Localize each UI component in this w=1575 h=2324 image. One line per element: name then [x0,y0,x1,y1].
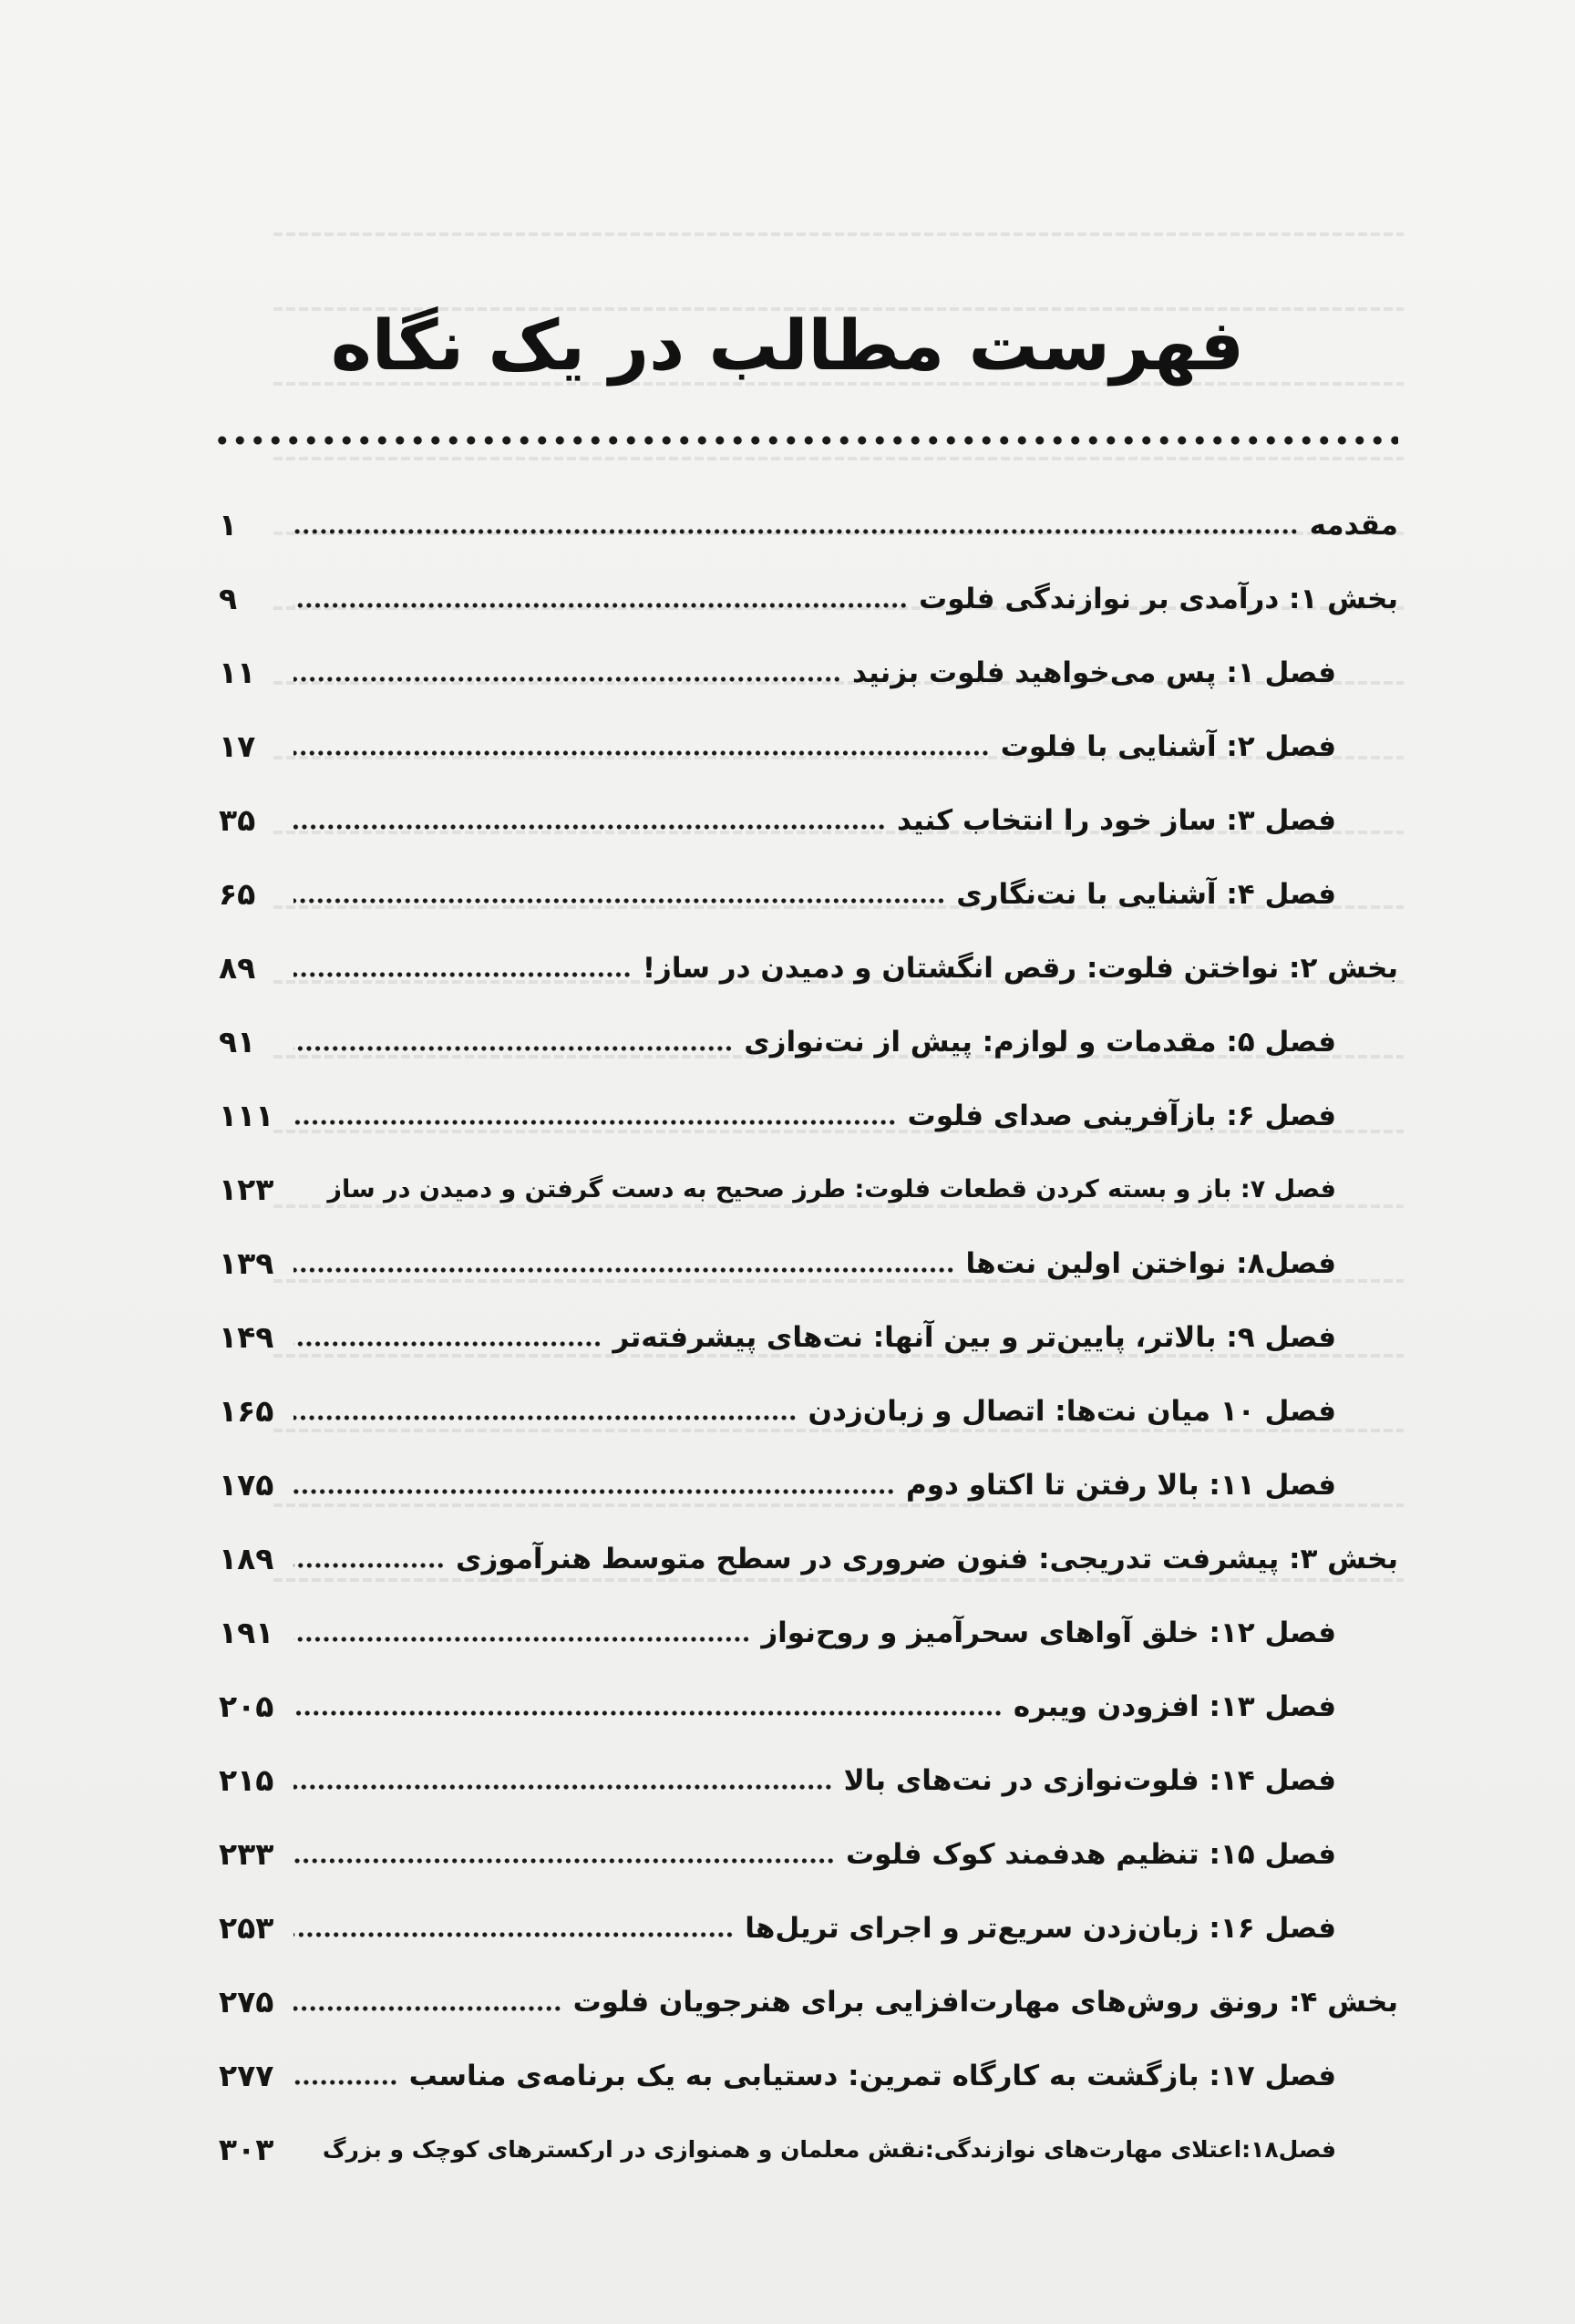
toc-page-number: ۲۷۷ [219,2058,274,2093]
toc-page-number: ۱۱ [219,655,256,690]
toc-entry-title: فصل ۱۰ میان نت‌ها: اتصال و زبان‌زدن [808,1394,1336,1428]
dot-leader [293,1267,955,1273]
dot-leader [293,824,886,830]
toc-page-number: ۱۹۱ [219,1615,274,1650]
toc-page-number: ۳۰۳ [218,2132,274,2167]
toc-entry-title: فصل ۱۷: بازگشت به کارگاه تمرین: دستیابی به یک برنامه‌ی مناسب [408,2059,1336,2092]
toc-entry-title: فصل ۱۴: فلوت‌نوازی در نت‌های بالا [843,1763,1336,1797]
toc-chapter-row[interactable] [219,1817,1398,1891]
toc-chapter-row[interactable] [219,1226,1398,1300]
toc-entry-title: فصل ۱۵: تنظیم هدفمند کوک فلوت [846,1837,1336,1871]
dot-leader [293,972,632,977]
toc-entry-title: فصل ۵: مقدمات و لوازم: پیش از نت‌نوازی [744,1025,1336,1059]
toc-page-number: ۲۰۵ [219,1689,274,1724]
toc-entry-title: فصل ۱: پس می‌خواهید فلوت بزنید [852,656,1336,689]
toc-page-number: ۹ [219,581,238,616]
toc-section-row[interactable] [219,488,1398,562]
toc-section-row[interactable] [219,1522,1398,1596]
toc-page-number: ۱۳۹ [219,1245,274,1281]
dot-leader [293,1858,835,1864]
dot-leader [293,2080,398,2085]
toc-chapter-row[interactable] [219,1743,1398,1817]
toc-page-number: ۱۷ [219,728,256,764]
dot-leader [293,750,990,756]
table-of-contents [219,488,1398,2186]
dot-leader [293,1415,798,1420]
title-divider [213,436,1398,445]
toc-page-number: ۱ [219,507,238,542]
toc-chapter-row[interactable] [219,1152,1398,1226]
toc-chapter-row[interactable] [219,709,1398,783]
toc-entry-title: فصل۸: نواختن اولین نت‌ها [965,1246,1336,1280]
toc-chapter-row[interactable] [219,1300,1398,1374]
dot-leader [293,677,841,682]
toc-chapter-row[interactable] [219,1596,1398,1669]
toc-chapter-row[interactable] [219,1448,1398,1522]
toc-entry-title: فصل ۱۲: خلق آواهای سحرآمیز و روح‌نواز [761,1616,1336,1649]
toc-entry-title: فصل۱۸:اعتلای مهارت‌های نوازندگی:نقش معلمان و همنوازی در ارکسترهای کوچک و بزرگ [322,2136,1336,2163]
toc-page-number: ۱۴۹ [219,1319,274,1355]
toc-entry-title: فصل ۲: آشنایی با فلوت [1000,729,1336,763]
toc-chapter-row[interactable] [219,857,1398,931]
dot-leader [293,1932,734,1937]
toc-entry-title: فصل ۹: بالاتر، پایین‌تر و بین آنها: نت‌های پیشرفته‌تر [612,1320,1336,1354]
toc-section-row[interactable] [219,562,1398,635]
toc-page-number: ۱۷۵ [219,1467,274,1503]
toc-page-number: ۶۵ [219,876,256,912]
toc-entry-title: بخش ۱: درآمدی بر نوازندگی فلوت [919,582,1398,615]
dot-leader [293,1637,750,1642]
toc-section-row[interactable] [219,1965,1398,2039]
toc-entry-title: فصل ۶: بازآفرینی صدای فلوت [907,1099,1336,1132]
toc-page-number: ۲۳۳ [219,1836,274,1872]
toc-chapter-row[interactable] [219,1005,1398,1079]
toc-entry-title: مقدمه [1309,508,1398,542]
dot-leader [293,1120,897,1125]
toc-page-number: ۱۶۵ [219,1393,274,1429]
dot-leader [293,1710,1003,1716]
toc-chapter-row[interactable] [219,635,1398,709]
toc-page-number: ۹۱ [219,1024,256,1059]
toc-entry-title: فصل ۴: آشنایی با نت‌نگاری [956,877,1336,911]
toc-entry-title: بخش ۴: رونق روش‌های مهارت‌افزایی برای هنرجویان فلوت [572,1985,1398,2019]
toc-entry-title: فصل ۱۱: بالا رفتن تا اکتاو دوم [906,1468,1336,1502]
toc-page-number: ۲۱۵ [219,1762,274,1798]
toc-page-number: ۱۱۱ [219,1098,274,1133]
toc-entry-title: فصل ۱۳: افزودن ویبره [1013,1689,1336,1723]
toc-page-number: ۲۵۳ [219,1910,274,1946]
toc-entry-title: فصل ۳: ساز خود را انتخاب کنید [896,803,1336,837]
toc-page-number: ۲۷۵ [219,1984,274,2019]
dot-leader [293,1563,445,1568]
page-title: فهرست مطالب در یک نگاه [330,304,1245,386]
toc-chapter-row[interactable] [219,1669,1398,1743]
toc-section-row[interactable] [219,931,1398,1005]
dot-leader [293,1784,833,1790]
toc-entry-title: بخش ۲: نواختن فلوت: رقص انگشتان و دمیدن در ساز! [642,951,1398,985]
toc-chapter-row[interactable] [219,783,1398,857]
toc-entry-title: فصل ۷: باز و بسته کردن قطعات فلوت: طرز صحیح به دست گرفتن و دمیدن در ساز [327,1175,1336,1203]
dot-leader [293,1193,316,1199]
dot-leader [293,529,1299,534]
toc-chapter-row[interactable] [219,1374,1398,1448]
dot-leader [293,1489,895,1494]
toc-chapter-row[interactable] [219,1079,1398,1152]
toc-chapter-row[interactable] [219,2112,1398,2186]
dot-leader [293,1341,602,1347]
toc-entry-title: فصل ۱۶: زبان‌زدن سریع‌تر و اجرای تریل‌ها [745,1911,1336,1945]
toc-page-number: ۱۸۹ [219,1541,274,1576]
toc-chapter-row[interactable] [219,1891,1398,1965]
toc-page-number: ۸۹ [219,950,256,986]
toc-page-number: ۳۵ [219,802,256,838]
dot-leader [293,2006,562,2011]
toc-page-number: ۱۲۳ [219,1172,274,1207]
toc-entry-title: بخش ۳: پیشرفت تدریجی: فنون ضروری در سطح متوسط هنرآموزی [456,1542,1398,1575]
dot-leader [293,898,945,904]
dot-leader [293,603,908,608]
toc-chapter-row[interactable] [219,2039,1398,2112]
dot-leader [293,1046,733,1051]
dot-leader [293,2154,312,2159]
